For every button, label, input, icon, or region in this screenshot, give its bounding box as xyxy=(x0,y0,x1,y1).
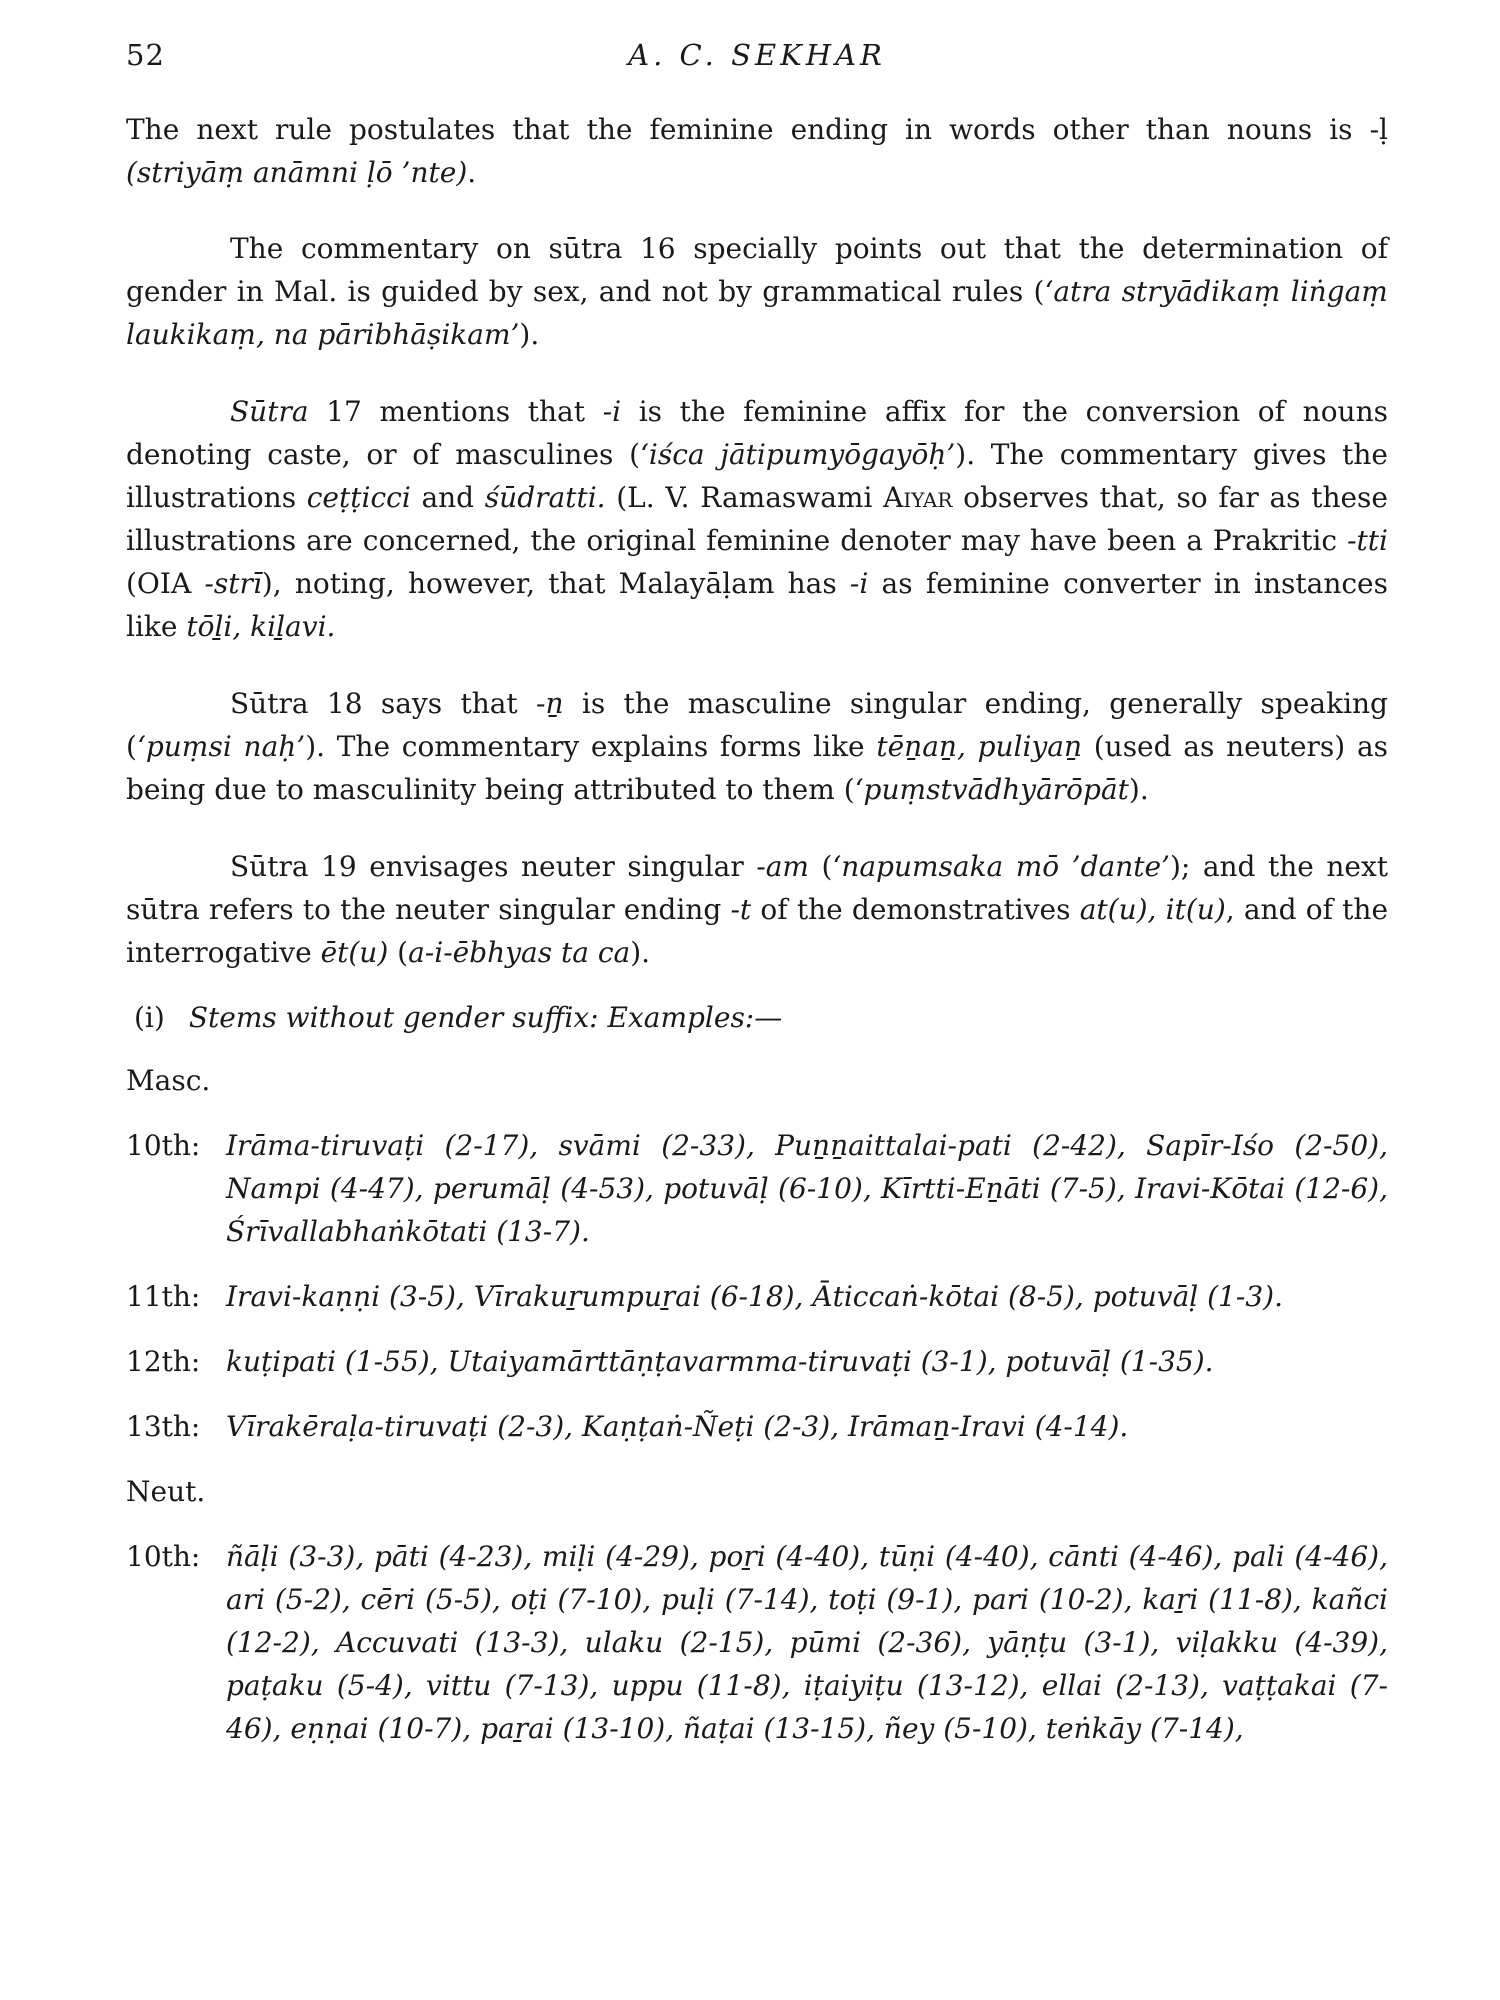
entry-text xyxy=(226,1535,1388,1750)
section-number: (i) xyxy=(134,1001,165,1034)
page-body xyxy=(126,108,1388,1772)
century-label: 12th: xyxy=(126,1345,201,1378)
century-label: 10th: xyxy=(126,1129,201,1162)
text-run: The next rule postulates that the feminine ending in words other than nouns is -ḷ xyxy=(126,113,1388,146)
sanskrit-quote: ‘puṃstvādhyārōpāt xyxy=(854,773,1129,806)
page-number: 52 xyxy=(126,38,165,72)
text-run: Sūtra 18 says that xyxy=(230,687,537,720)
text-run: is the feminine affix for the conversion of nouns denoting caste, or of masculines ( xyxy=(126,395,1388,471)
neut-entry xyxy=(126,1535,1388,1750)
sanskrit-quote: (striyāṃ anāmni ḷō ’nte) xyxy=(126,156,468,189)
masc-entry xyxy=(126,1124,1388,1253)
text-run: Sūtra xyxy=(230,395,309,428)
century-label: 11th: xyxy=(126,1280,201,1313)
paragraph-4 xyxy=(126,682,1388,811)
sanskrit-quote: ‘napumsaka mō ’dante’ xyxy=(832,850,1170,883)
text-run: and xyxy=(410,481,485,514)
text-run: ); and the next sūtra refers to the neuter singular ending xyxy=(126,850,1388,926)
text-run: of the demonstratives xyxy=(751,893,1080,926)
text-run: -ṉ xyxy=(536,687,564,720)
text-run: 17 mentions that xyxy=(308,395,603,428)
paragraph-3 xyxy=(126,390,1388,648)
example-list: kuṭipati (1-55), Utaiyamārttāṇṭavarmma-tiruvaṭi (3-1), potuvāḷ (1-35). xyxy=(226,1345,1214,1378)
text-run: (L. V. Ramaswami xyxy=(605,481,884,514)
neut-label: Neut. xyxy=(126,1475,206,1508)
sanskrit-quote: ‘atra stryādikaṃ liṅgaṃ laukikaṃ, na pāribhāṣikam’ xyxy=(126,275,1388,351)
text-run: The commentary on sūtra 16 specially points out that the determination of gender in Mal. is guided by sex, and not by grammatical rules ( xyxy=(126,232,1388,308)
text-run: -tti xyxy=(1347,524,1388,557)
text-run: . xyxy=(467,156,477,189)
text-run: as feminine converter in instances like xyxy=(126,567,1388,643)
text-run: tōḻi, kiḻavi. xyxy=(186,610,336,643)
text-run: (OIA xyxy=(126,567,205,600)
text-run: -am xyxy=(756,850,809,883)
text-run: -t xyxy=(730,893,752,926)
section-heading xyxy=(134,996,1388,1039)
example-list: Vīrakēraḷa-tiruvaṭi (2-3), Kaṇṭaṅ-Ñeṭi (2-3), Irāmaṉ-Iravi (4-14). xyxy=(226,1410,1129,1443)
text-run: ), noting, however, that Malayāḷam has xyxy=(261,567,850,600)
entry-text xyxy=(226,1405,1388,1448)
text-run: ( xyxy=(808,850,833,883)
text-run: -strī xyxy=(204,567,262,600)
running-head: A. C. SEKHAR xyxy=(628,38,886,72)
text-run: ). xyxy=(1128,773,1149,806)
author-name: Aiyar xyxy=(883,481,953,514)
masc-entry xyxy=(126,1275,1388,1318)
paragraph-2 xyxy=(126,227,1388,356)
text-run: ). xyxy=(630,936,651,969)
text-run: ). The commentary explains forms like xyxy=(305,730,877,763)
text-run: Sūtra 19 envisages neuter singular xyxy=(230,850,757,883)
sanskrit-quote: a-i-ēbhyas ta ca xyxy=(408,936,631,969)
century-label: 13th: xyxy=(126,1410,201,1443)
text-run: , and of the interrogative xyxy=(126,893,1389,969)
example-list: Iravi-kaṇṇi (3-5), Vīrakuṟumpuṟai (6-18), Āticcaṅ-kōtai (8-5), potuvāḷ (1-3). xyxy=(226,1280,1283,1313)
section-title: Stems without gender suffix: Examples:— xyxy=(188,1001,783,1034)
entry-text xyxy=(226,1124,1388,1253)
entry-text xyxy=(226,1275,1388,1318)
sanskrit-quote: ‘iśca jātipumyōgayōḥ’ xyxy=(640,438,956,471)
text-run: śūdratti. xyxy=(484,481,606,514)
paragraph-1 xyxy=(126,108,1388,194)
century-label: 10th: xyxy=(126,1540,201,1573)
example-list: Irāma-tiruvaṭi (2-17), svāmi (2-33), Puṉṉaittalai-pati (2-42), Sapīr-Iśo (2-50), Nampi (4-47), perumāḷ (4-53), potuvāḷ (6-10), Kīrtti-Eṉāti (7-5), Iravi-Kōtai (12-6), Śrīvallabhaṅkōtati (13-7). xyxy=(226,1129,1388,1248)
text-run: -i xyxy=(849,567,869,600)
text-run: ). The commentary gives the illustrations xyxy=(126,438,1388,514)
paragraph-5 xyxy=(126,845,1388,974)
text-run: ceṭṭicci xyxy=(306,481,411,514)
text-run: ( xyxy=(388,936,409,969)
entry-text xyxy=(226,1340,1388,1383)
text-run: (used as neuters) as being due to masculinity being attributed to them ( xyxy=(126,730,1389,806)
text-run: is the masculine singular ending, generally speaking ( xyxy=(126,687,1388,763)
text-run: ). xyxy=(519,318,540,351)
sanskrit-quote: ‘puṃsi naḥ’ xyxy=(136,730,306,763)
example-list: ñāḷi (3-3), pāti (4-23), miḷi (4-29), poṟi (4-40), tūṇi (4-40), cānti (4-46), pali (4-46), ari (5-2), cēri (5-5), oṭi (7-10), puḷi (7-14), toṭi (9-1), pari (10-2), kaṟi (11-8), kañci (12-2), Accuvati (13-3), ulaku (2-15), pūmi (2-36), yāṇṭu (3-1), viḷakku (4-39), paṭaku (5-4), vittu (7-13), uppu (11-8), iṭaiyiṭu (13-12), ellai (2-13), vaṭṭakai (7-46), eṇṇai (10-7), paṟai (13-10), ñaṭai (13-15), ñey (5-10), teṅkāy (7-14), xyxy=(226,1540,1388,1745)
masc-label: Masc. xyxy=(126,1064,211,1097)
masc-entry xyxy=(126,1340,1388,1383)
text-run: observes that, so far as these illustrations are concerned, the original feminine denoter may have been a Prakritic xyxy=(126,481,1389,557)
masc-entry xyxy=(126,1405,1388,1448)
text-run: at(u), it(u) xyxy=(1079,893,1226,926)
text-run: -i xyxy=(602,395,622,428)
text-run: ēt(u) xyxy=(320,936,389,969)
text-run: tēṉaṉ, puliyaṉ xyxy=(876,730,1082,763)
page-header xyxy=(126,38,1388,88)
